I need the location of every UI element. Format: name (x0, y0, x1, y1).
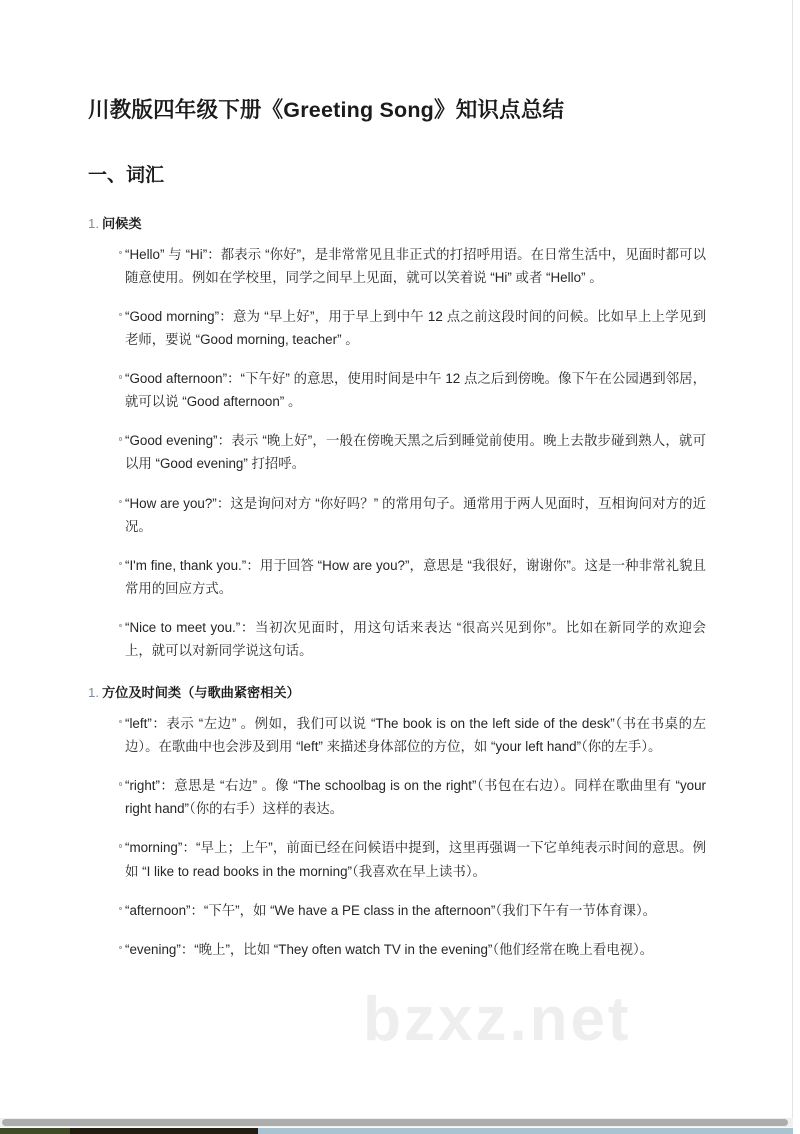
list-item (88, 554, 706, 600)
bullet-list-position-time (88, 712, 706, 960)
ordered-heading-position-time (88, 684, 706, 702)
list-item-text: “evening”：“晚上”，比如 “They often watch TV in the evening”（他们经常在晚上看电视）。 (125, 941, 654, 957)
list-item-text: “Good morning”：意为 “早上好”，用于早上到中午 12 点之前这段时间的问候。比如早上上学见到老师，要说 “Good morning, teacher” 。 (125, 309, 706, 348)
list-item (88, 899, 706, 922)
list-item (88, 492, 706, 538)
list-item (88, 616, 706, 662)
list-item-text: “How are you?”：这是询问对方 “你好吗？” 的常用句子。通常用于两人见面时，互相询问对方的近况。 (125, 495, 706, 534)
page-content (88, 96, 706, 961)
section-heading-vocabulary: 一、词汇 (88, 165, 165, 187)
ordered-heading-label: 问候类 (102, 215, 142, 231)
list-item (88, 712, 706, 758)
list-item (88, 836, 706, 882)
list-item-text: “left”：表示 “左边” 。例如，我们可以说 “The book is on the left side of the desk”（书在书桌的左边）。在歌曲中也会涉及到用 “left” 来描述身体部位的方位，如 “your left hand”（你的左手）。 (125, 716, 706, 755)
bullet-circle-icon (119, 907, 122, 910)
document-title: 川教版四年级下册《Greeting Song》知识点总结 (88, 98, 565, 122)
list-number-marker: 1. (88, 215, 99, 231)
bullet-circle-icon (119, 844, 122, 847)
desktop-background-strip (258, 1128, 793, 1134)
ordered-heading-greetings (88, 215, 706, 233)
list-item-text: “morning”：“早上；上午”，前面已经在问候语中提到，这里再强调一下它单纯表示时间的意思。例如 “I like to read books in the morning”（我喜欢在早上读书）。 (125, 840, 706, 879)
list-item (88, 243, 706, 289)
list-item (88, 429, 706, 475)
bullet-list-greetings (88, 243, 706, 662)
list-item-text: “Nice to meet you.”：当初次见面时，用这句话来表达 “很高兴见到你”。比如在新同学的欢迎会上，就可以对新同学说这句话。 (125, 619, 706, 658)
bullet-circle-icon (119, 624, 122, 627)
bullet-circle-icon (119, 782, 122, 785)
ordered-heading-label: 方位及时间类（与歌曲紧密相关） (102, 684, 300, 700)
bullet-circle-icon (119, 437, 122, 440)
horizontal-scrollbar-thumb[interactable] (2, 1119, 788, 1126)
taskbar-accent-strip (0, 1128, 70, 1134)
list-item (88, 305, 706, 351)
bullet-circle-icon (119, 251, 122, 254)
list-item (88, 367, 706, 413)
bullet-circle-icon (119, 375, 122, 378)
list-item-text: “Good afternoon”：“下午好” 的意思，使用时间是中午 12 点之后到傍晚。像下午在公园遇到邻居，就可以说 “Good afternoon” 。 (125, 371, 706, 410)
list-item (88, 774, 706, 820)
bullet-circle-icon (119, 500, 122, 503)
list-item-text: “I'm fine, thank you.”：用于回答 “How are you?”，意思是 “我很好，谢谢你”。这是一种非常礼貌且常用的回应方式。 (125, 557, 706, 596)
list-number-marker: 1. (88, 684, 99, 700)
list-item-text: “afternoon”：“下午”，如 “We have a PE class in the afternoon”（我们下午有一节体育课）。 (125, 902, 657, 918)
list-item-text: “Good evening”：表示 “晚上好”，一般在傍晚天黑之后到睡觉前使用。晚上去散步碰到熟人，就可以用 “Good evening” 打招呼。 (125, 433, 706, 472)
bullet-circle-icon (119, 313, 122, 316)
bullet-circle-icon (119, 946, 122, 949)
bullet-circle-icon (119, 562, 122, 565)
bullet-circle-icon (119, 720, 122, 723)
list-item-text: “Hello” 与 “Hi”：都表示 “你好”，是非常常见且非正式的打招呼用语。在日常生活中，见面时都可以随意使用。例如在学校里，同学之间早上见面，就可以笑着说 “Hi” 或者 “Hello” 。 (125, 247, 706, 286)
list-item (88, 938, 706, 961)
page-right-gutter (793, 0, 800, 1134)
site-watermark: bzxz.net (363, 985, 632, 1054)
list-item-text: “right”：意思是 “右边” 。像 “The schoolbag is on the right”（书包在右边）。同样在歌曲里有 “your right hand”（你的右手）这样的表达。 (125, 778, 706, 817)
